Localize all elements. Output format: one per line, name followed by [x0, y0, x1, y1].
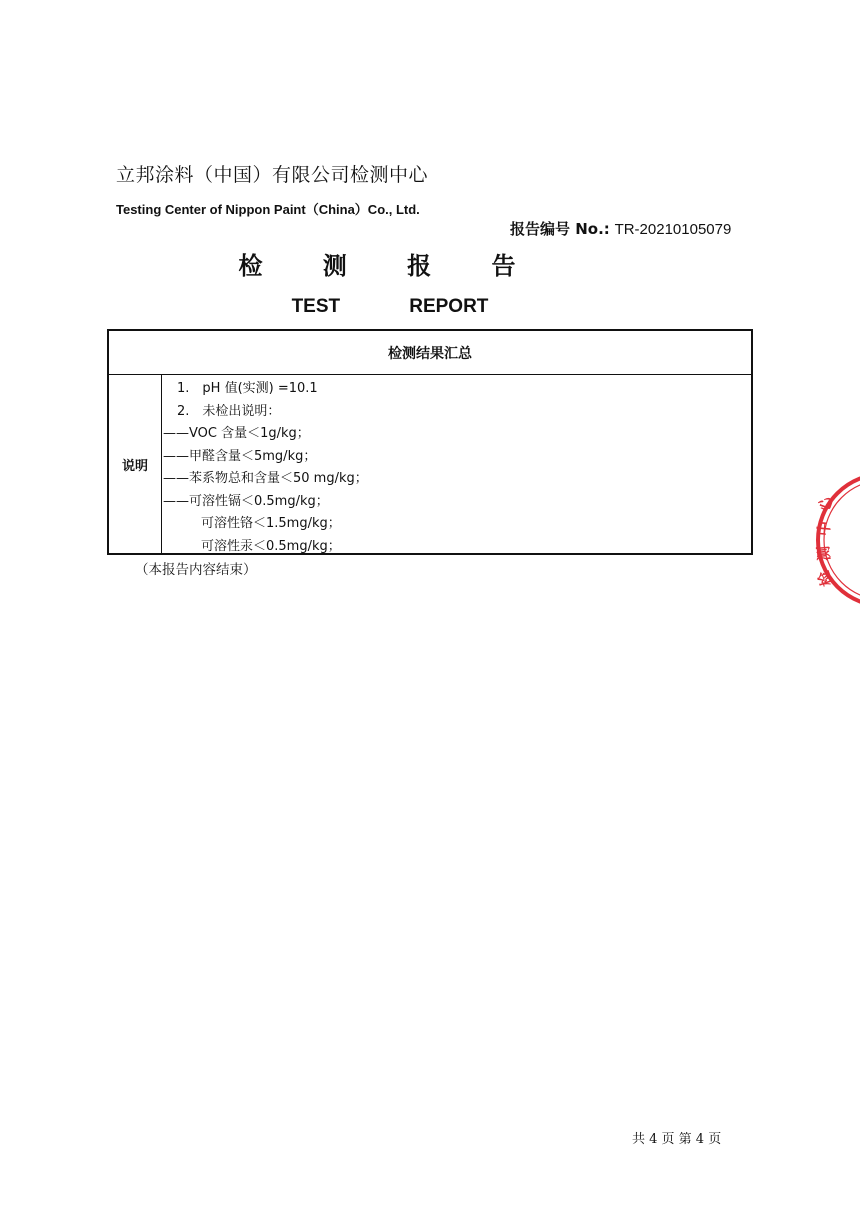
- svg-text:中: 中: [814, 520, 834, 537]
- result-line: ——苯系物总和含量＜50 mg/kg；: [163, 471, 368, 486]
- svg-text:心: 心: [814, 494, 837, 515]
- report-number-value: TR-20210105079: [614, 221, 732, 238]
- result-line: ——甲醛含量＜5mg/kg；: [163, 448, 317, 464]
- report-title-cn: 检 测 报 告: [238, 251, 542, 280]
- result-line: ——VOC 含量＜1g/kg；: [163, 426, 310, 441]
- report-number: [510, 218, 731, 239]
- results-summary-table: [107, 329, 753, 555]
- seal-icon: [808, 470, 860, 610]
- result-line: 可溶性汞＜0.5mg/kg；: [201, 538, 341, 554]
- result-line: 2. 未检出说明：: [177, 403, 281, 419]
- page-number: 共 4 页 第 4 页: [632, 1132, 722, 1147]
- report-number-label: 报告编号 No.:: [510, 220, 610, 238]
- table-header: 检测结果汇总: [109, 331, 751, 375]
- result-line: 1. pH 值(实测) =10.1: [177, 381, 318, 396]
- end-of-report-note: （本报告内容结束）: [135, 562, 257, 578]
- description-content: [163, 378, 745, 558]
- result-line: 可溶性铬＜1.5mg/kg；: [201, 516, 341, 531]
- organization-name-en: Testing Center of Nippon Paint（China）Co., Ltd.: [116, 202, 420, 217]
- result-line: ——可溶性镉＜0.5mg/kg；: [163, 493, 329, 509]
- svg-text:检: 检: [814, 568, 837, 589]
- report-title-en: TEST REPORT: [291, 296, 489, 317]
- row-label-description: 说明: [109, 375, 162, 553]
- svg-text:测: 测: [814, 545, 834, 562]
- organization-name-cn: 立邦涂料（中国）有限公司检测中心: [116, 164, 429, 186]
- company-seal-stamp: [808, 470, 860, 610]
